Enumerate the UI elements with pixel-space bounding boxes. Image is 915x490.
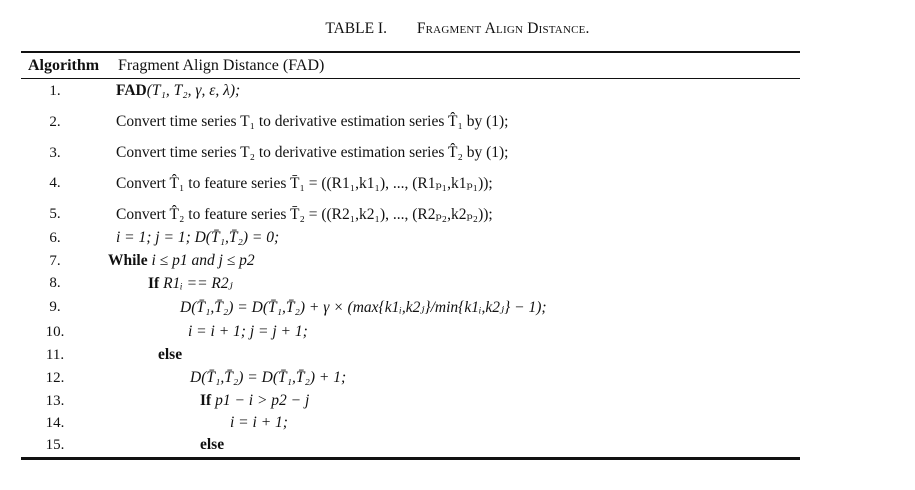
header-rule: [21, 78, 800, 79]
code-line-4: Convert T̂₁ to feature series T̄₁ = ((R1₁,k1₁), ..., (R1ₚ₁,k1ₚ₁));: [116, 175, 493, 192]
table-title: Fragment Align Distance.: [416, 20, 590, 37]
line-number: 13.: [45, 393, 65, 409]
line-number: 1.: [49, 83, 61, 99]
code-line-7: While i ≤ p1 and j ≤ p2: [108, 252, 255, 269]
line-number: 6.: [49, 230, 61, 246]
line-number: 10.: [45, 324, 65, 340]
line-number: 4.: [49, 175, 61, 191]
line-number: 15.: [45, 437, 65, 453]
line-number: 8.: [49, 275, 61, 291]
code-line-15: else: [200, 436, 225, 453]
line-number: 14.: [45, 415, 65, 431]
table-caption: [0, 20, 915, 38]
top-rule: [21, 51, 800, 53]
line-number: 7.: [49, 253, 61, 269]
bottom-rule: [21, 457, 800, 460]
code-line-9: D(T̄₁,T̄₂) = D(T̄₁,T̄₂) + γ × (max{k1ᵢ,k2ⱼ}/min{k1ᵢ,k2ⱼ} − 1);: [180, 299, 547, 316]
code-line-12: D(T̄₁,T̄₂) = D(T̄₁,T̄₂) + 1;: [190, 369, 347, 386]
code-line-5: Convert T̂₂ to feature series T̄₂ = ((R2₁,k2₁), ..., (R2ₚ₂,k2ₚ₂));: [116, 206, 493, 223]
line-number: 3.: [49, 145, 61, 161]
header-algorithm: Algorithm: [28, 57, 100, 74]
line-number: 11.: [45, 347, 65, 363]
code-line-14: i = i + 1;: [230, 414, 288, 431]
code-line-2: Convert time series T₁ to derivative estimation series T̂₁ by (1);: [116, 113, 509, 130]
code-line-8: If R1ᵢ == R2ⱼ: [148, 275, 233, 292]
code-line-3: Convert time series T₂ to derivative estimation series T̂₂ by (1);: [116, 144, 509, 161]
code-line-13: If p1 − i > p2 − j: [200, 392, 310, 409]
line-number: 9.: [49, 299, 61, 315]
code-line-6: i = 1; j = 1; D(T̄₁,T̄₂) = 0;: [116, 229, 280, 246]
code-line-1: FAD(T₁, T₂, γ, ε, λ);: [116, 82, 241, 99]
code-line-11: else: [158, 346, 183, 363]
header-algorithm-name: Fragment Align Distance (FAD): [118, 57, 325, 74]
code-line-10: i = i + 1; j = j + 1;: [188, 323, 308, 340]
line-number: 2.: [49, 114, 61, 130]
line-number: 12.: [45, 370, 65, 386]
line-number: 5.: [49, 206, 61, 222]
table-number: TABLE I.: [325, 20, 387, 37]
